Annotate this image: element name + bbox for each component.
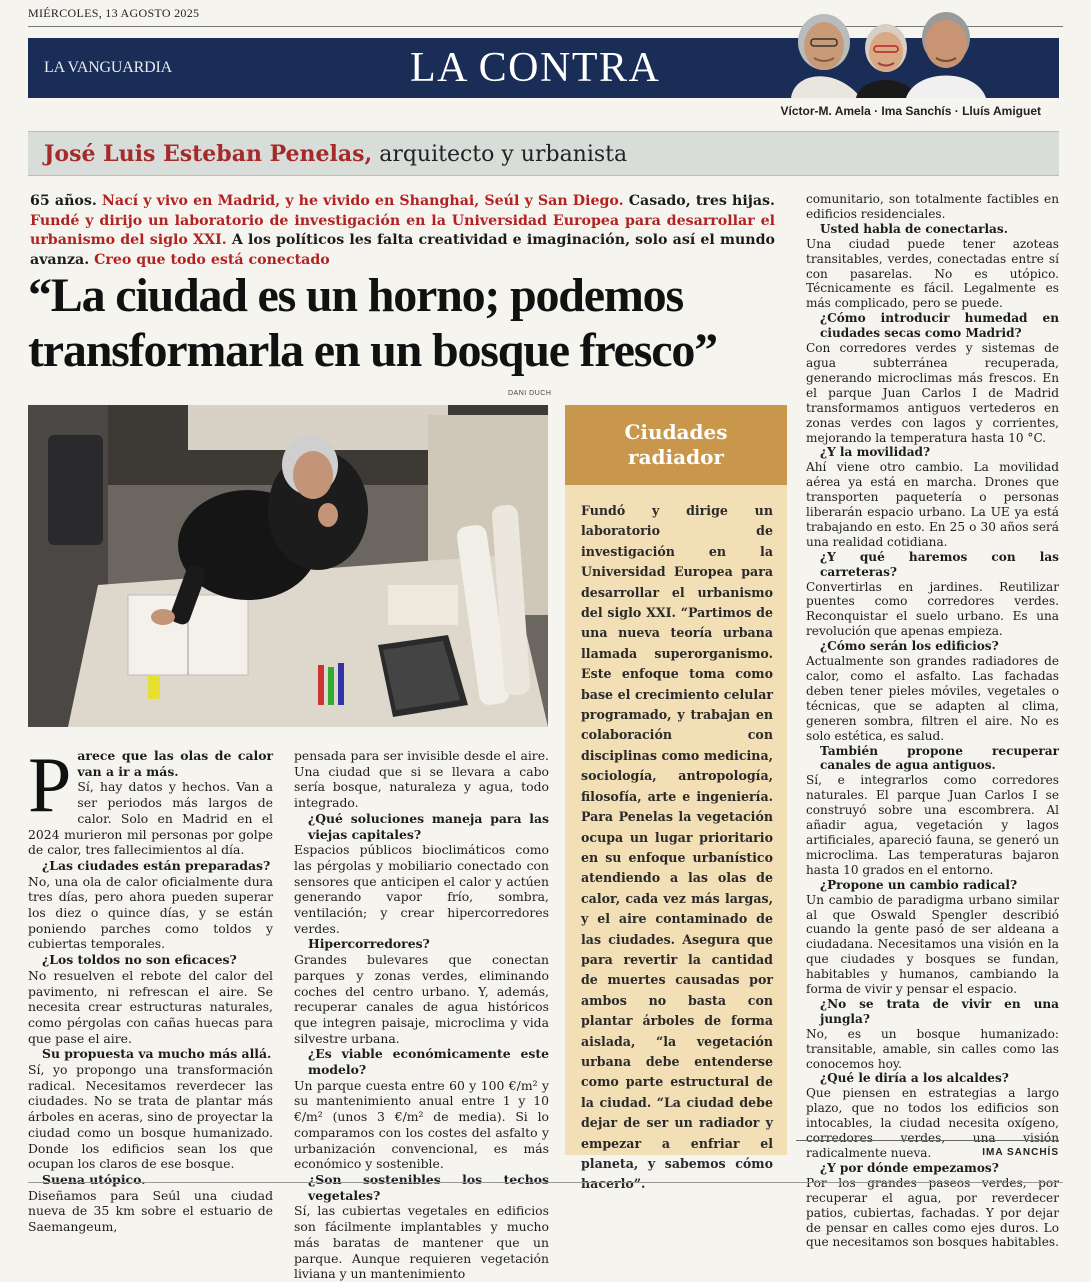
question-2: ¿Las ciudades están preparadas?	[42, 857, 271, 873]
newspaper-brand: LA VANGUARDIA	[44, 59, 172, 76]
question-1: arece que las olas de calor van a ir a más.	[77, 748, 273, 779]
answer-14: Actualmente son grandes radiadores de calor, como el asfalto. Las fachadas deben tener pieles móviles, vegetales o técnicas, que se adapten al clima, generen sombra, filtren el aire. No es solo estética, es salud.	[806, 654, 1059, 743]
columnist-names: Víctor-M. Amela · Ima Sanchís · Lluís Amiguet	[780, 104, 1041, 118]
question-12: ¿Y la movilidad?	[820, 445, 931, 460]
answer-3: No resuelven el rebote del calor del pavimento, ni refrescan el aire. Se necesita crear estructuras naturales, como pérgolas con cañas huecas para que pase el aire.	[28, 967, 273, 1046]
answer-11: Con corredores verdes y sistemas de agua subterránea recuperada, generando microclimas más frescos. En el parque Juan Carlos I de Madrid transformamos antiguos vertederos en zonas verdes con lagos y corrientes, mejorando la temperatura hasta 10 °C.	[806, 341, 1059, 445]
headline-quote: “La ciudad es un horno; podemos transformarla en un bosque fresco”	[28, 269, 717, 377]
signoff-rule	[796, 1140, 1059, 1141]
answer-6: Espacios públicos bioclimáticos como las pérgolas y mobiliario conectado con sensores que anticipen el calor y actúen generando vapor frío, sombra, ventilación; y crear hipercorredores verdes.	[294, 842, 549, 936]
question-5: Suena utópico.	[42, 1171, 146, 1187]
dropcap: P	[28, 741, 72, 828]
answer-19: Por los grandes paseos verdes, por recuperar el agua, por reverdecer patios, cubiertas, fachadas. Y por dejar de pensar en calles como ejes duros. Lo que necesitamos son bosques habitables.	[806, 1175, 1059, 1250]
question-14: ¿Cómo serán los edificios?	[820, 639, 999, 654]
lead-cities: Nací y vivo en Madrid, y he vivido en Shanghai, Seúl y San Diego.	[101, 193, 624, 209]
question-10: Usted habla de conectarlas.	[820, 221, 1008, 236]
interviewee-bar	[28, 131, 1059, 176]
question-9: ¿Son sostenibles los techos vegetales?	[308, 1171, 549, 1203]
photo-credit: DANI DUCH	[508, 390, 552, 397]
section-title: LA CONTRA	[410, 45, 661, 91]
bottom-rule	[28, 1182, 1063, 1183]
answer-9-cont: comunitario, son totalmente factibles en edificios residenciales.	[806, 192, 1059, 221]
question-8: ¿Es viable económicamente este modelo?	[308, 1046, 549, 1078]
question-11: ¿Cómo introducir humedad en ciudades secas como Madrid?	[820, 311, 1059, 341]
answer-16: Un cambio de paradigma urbano similar al que Oswald Spengler describió cuando la gente pasó de ser aldeana a ciudadana. Necesitamos una visión en la que ciudades y bosques se fundan, habitables y humanos, cambiando la forma de vivir y pensar el espacio.	[806, 892, 1059, 997]
question-18: ¿Qué le diría a los alcaldes?	[820, 1071, 1009, 1086]
intro-lead	[30, 192, 775, 270]
sidebar-title	[565, 405, 787, 485]
article-column-1	[28, 741, 273, 1235]
answer-5: Diseñamos para Seúl una ciudad nueva de 35 km sobre el estuario de Saemangeum,	[28, 1187, 273, 1235]
sidebar-body: Fundó y dirige un laboratorio de investigación en la Universidad Europea para desarrollar el urbanismo del siglo XXI. “Partimos de una nueva teoría urbana llamada superorganismo. Este enfoque toma como base el crecimiento celular programado, y trabajan en colaboración con disciplinas como medicina, sociología, antropología, filosofía, arte e ingeniería. Para Penelas la vegetación ocupa un lugar prioritario en su enfoque urbanístico atendiendo a las olas de calor, cada vez más largas, y el aire contaminado de las ciudades. Asegura que para revertir la cantidad de muertes causadas por ambos no basta con plantar árboles de forma aislada, “la vegetación urbana debe entenderse como parte estructural de la ciudad. “La ciudad debe dejar de ser un radiador y empezar a enfriar el planeta, y sabemos cómo hacerlo”.	[581, 503, 773, 1192]
portrait-amiguet	[906, 12, 986, 98]
question-17: ¿No se trata de vivir en una jungla?	[820, 996, 1059, 1026]
lead-age: 65 años.	[30, 193, 102, 209]
sidebar-title-line-1: Ciudades	[624, 420, 728, 444]
question-3: ¿Los toldos no son eficaces?	[42, 952, 237, 968]
interviewee-label	[44, 141, 627, 167]
question-19: ¿Y por dónde empezamos?	[820, 1160, 999, 1175]
question-15: También propone recuperar canales de agua antiguos.	[820, 743, 1059, 773]
question-7: Hipercorredores?	[308, 936, 430, 952]
lead-family: Casado, tres hijas.	[623, 193, 775, 209]
answer-1: Sí, hay datos y hechos. Van a ser periodos más largos de calor. Solo en Madrid en el 2024 murieron mil personas por golpe de calor, tres fallecimientos al día.	[28, 779, 273, 858]
question-13: ¿Y qué haremos con las carreteras?	[820, 549, 1059, 579]
answer-12: Ahí viene otro cambio. La movilidad aérea ya está en marcha. Drones que transporten paquetería o personas liberarán espacio urbano. La UE ya está trabajando en esto. En 25 o 30 años será una realidad cotidiana.	[806, 460, 1059, 549]
interviewee-name: José Luis Esteban Penelas,	[44, 141, 373, 167]
columnist-portraits	[736, 6, 1058, 98]
lead-connected: Creo que todo está conectado	[94, 251, 330, 268]
answer-7: Grandes bulevares que conectan parques y zonas verdes, eliminando coches del centro urbano. Y, además, recuperar canales de agua históricos que integren paisaje, microclima y vida silvestre urbana.	[294, 952, 549, 1046]
answer-9: Sí, las cubiertas vegetales en edificios son fácilmente implantables y mucho más baratas de mantener que un parque. Aunque requieren vegetación liviana y un mantenimiento	[294, 1203, 549, 1282]
question-16: ¿Propone un cambio radical?	[820, 877, 1018, 892]
answer-15: Sí, e integrarlos como corredores naturales. El parque Juan Carlos I se construyó sobre una escombrera. Al añadir agua, vegetación y lagos artificiales, apareció fauna, se generó un microclima. Las temperaturas bajaron hasta 10 grados en el entorno.	[806, 773, 1059, 877]
sidebar-box	[565, 405, 787, 1192]
lead-politicians: A los políticos les falta creatividad e imaginación, solo así el mundo avanza.	[30, 232, 775, 268]
answer-10: Una ciudad puede tener azoteas transitables, verdes, conectadas entre sí con pasarelas. No es utópico. Técnicamente es fácil. Legalmente es más complicado, pero se puede.	[806, 236, 1059, 311]
question-4: Su propuesta va mucho más allá.	[42, 1046, 272, 1062]
sidebar-title-line-2: radiador	[628, 445, 724, 469]
article-column-3	[806, 192, 1059, 1250]
interview-photo	[28, 405, 548, 727]
answer-4: Sí, yo propongo una transformación radical. Necesitamos reverdecer las ciudades. No se trata de plantar más árboles en aceras, sino de proyectar la ciudad como un bosque humanizado. Donde los edificios sean los que ocupan los claros de ese bosque.	[28, 1062, 273, 1172]
answer-13: Convertirlas en jardines. Reutilizar puentes como corredores verdes. Reconquistar el suelo urbano. Es una revolución que apenas empieza.	[806, 579, 1059, 639]
answer-17: No, es un bosque humanizado: transitable, amable, sin calles como las conocemos hoy.	[806, 1026, 1059, 1071]
interviewee-role: arquitecto y urbanista	[372, 142, 628, 167]
publication-date: MIÉRCOLES, 13 AGOSTO 2025	[28, 6, 200, 20]
answer-2: No, una ola de calor oficialmente dura tres días, pero ahora pueden superar los diez o quince días, y se están poniendo parches como toldos y cubiertas temporales.	[28, 873, 273, 952]
portrait-sanchis	[856, 24, 916, 98]
portrait-amela	[791, 14, 861, 98]
answer-18: Que piensen en estrategias a largo plazo, que no todos los edificios son intocables, la ciudad necesita oxígeno, corredores verdes, una visión radicalmente nueva.	[806, 1086, 1059, 1160]
answer-8: Un parque cuesta entre 60 y 100 €/m² y su mantenimiento anual entre 1 y 10 €/m² (unos 3 €/m² de media). Si lo comparamos con los costes del asfalto y urbanización convencional, es más económico y sostenible.	[294, 1077, 549, 1172]
author-signoff: IMA SANCHÍS	[982, 1147, 1059, 1158]
question-6: ¿Qué soluciones maneja para las viejas capitales?	[308, 810, 549, 842]
article-column-2	[294, 748, 549, 1282]
answer-5-cont: pensada para ser invisible desde el aire. Una ciudad que si se llevara a cabo sería bosque, naturaleza y agua, todo integrado.	[294, 748, 549, 811]
lead-lab: Fundé y dirijo un laboratorio de investigación en la Universidad Europea para desarrollar el urbanismo del siglo XXI.	[30, 212, 775, 249]
